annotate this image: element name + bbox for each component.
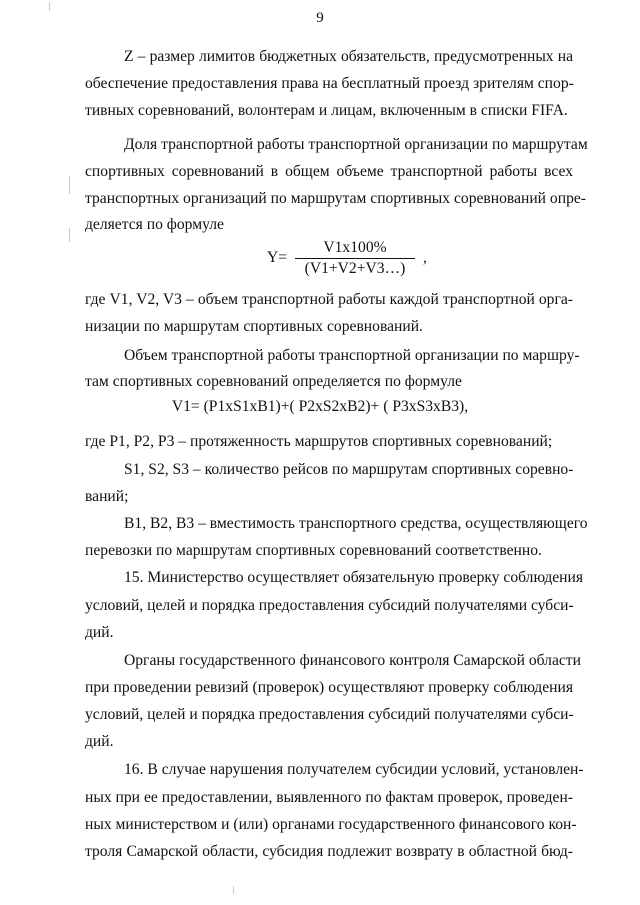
text-line: транспортных организаций по маршрутам спортивных соревнований опре- bbox=[85, 190, 586, 207]
text-line: ваний; bbox=[85, 488, 129, 505]
formula-y-fraction bbox=[295, 239, 415, 278]
text-line: B1, B2, B3 – вместимость транспортного средства, осуществляющего bbox=[124, 515, 588, 532]
formula-y-comma: , bbox=[423, 249, 427, 266]
text-line: перевозки по маршрутам спортивных соревнований соответственно. bbox=[85, 542, 542, 559]
text-line: S1, S2, S3 – количество рейсов по маршрутам спортивных соревно- bbox=[124, 461, 574, 478]
text-line: ных министерством и (или) органами государственного финансового кон- bbox=[85, 816, 577, 833]
text-line: ных при ее предоставлении, выявленного по фактам проверок, проведен- bbox=[85, 789, 573, 806]
text-line: там спортивных соревнований определяется по формуле bbox=[85, 373, 462, 390]
formula-y-numerator: V1x100% bbox=[323, 239, 387, 256]
text-line: Органы государственного финансового контроля Самарской области bbox=[124, 652, 581, 669]
text-line: 16. В случае нарушения получателем субсидии условий, установлен- bbox=[124, 761, 584, 778]
text-line: условий, целей и порядка предоставления субсидий получателями субси- bbox=[85, 597, 574, 614]
text-line: где V1, V2, V3 – объем транспортной работы каждой транспортной орга- bbox=[85, 291, 573, 308]
scan-speck bbox=[49, 2, 50, 11]
scan-speck bbox=[69, 176, 70, 194]
text-line: Объем транспортной работы транспортной организации по маршру- bbox=[124, 347, 580, 364]
text-line: дий. bbox=[85, 733, 114, 750]
text-line: Доля транспортной работы транспортной организации по маршрутам bbox=[124, 136, 588, 153]
text-line: обеспечение предоставления права на бесплатный проезд зрителям спор- bbox=[85, 75, 574, 92]
text-line: где P1, P2, P3 – протяженность маршрутов спортивных соревнований; bbox=[85, 433, 553, 450]
formula-v1: V1= (P1xS1xB1)+( P2xS2xB2)+ ( P3xS3xB3), bbox=[171, 398, 469, 415]
text-line: условий, целей и порядка предоставления субсидий получателями субси- bbox=[85, 706, 574, 723]
fraction-bar bbox=[295, 258, 415, 259]
text-line: 15. Министерство осуществляет обязательную проверку соблюдения bbox=[124, 569, 584, 586]
text-line: тивных соревнований, волонтерам и лицам, включенным в списки FIFA. bbox=[85, 102, 568, 119]
formula-y-lhs: Y= bbox=[267, 249, 288, 266]
page-number: 9 bbox=[316, 10, 324, 26]
formula-y-denominator: (V1+V2+V3…) bbox=[304, 260, 406, 277]
scan-speck bbox=[69, 228, 70, 242]
text-line: при проведении ревизий (проверок) осуществляют проверку соблюдения bbox=[85, 679, 573, 696]
text-line: деляется по формуле bbox=[85, 216, 224, 233]
text-line: троля Самарской области, субсидия подлежит возврату в областной бюд- bbox=[85, 843, 573, 860]
text-line: низации по маршрутам спортивных соревнований. bbox=[85, 318, 423, 335]
text-line: спортивных соревнований в общем объеме транспортной работы всех bbox=[85, 163, 573, 180]
scan-speck bbox=[233, 886, 234, 894]
text-line: дий. bbox=[85, 624, 114, 641]
text-line: Z – размер лимитов бюджетных обязательств, предусмотренных на bbox=[124, 48, 573, 65]
